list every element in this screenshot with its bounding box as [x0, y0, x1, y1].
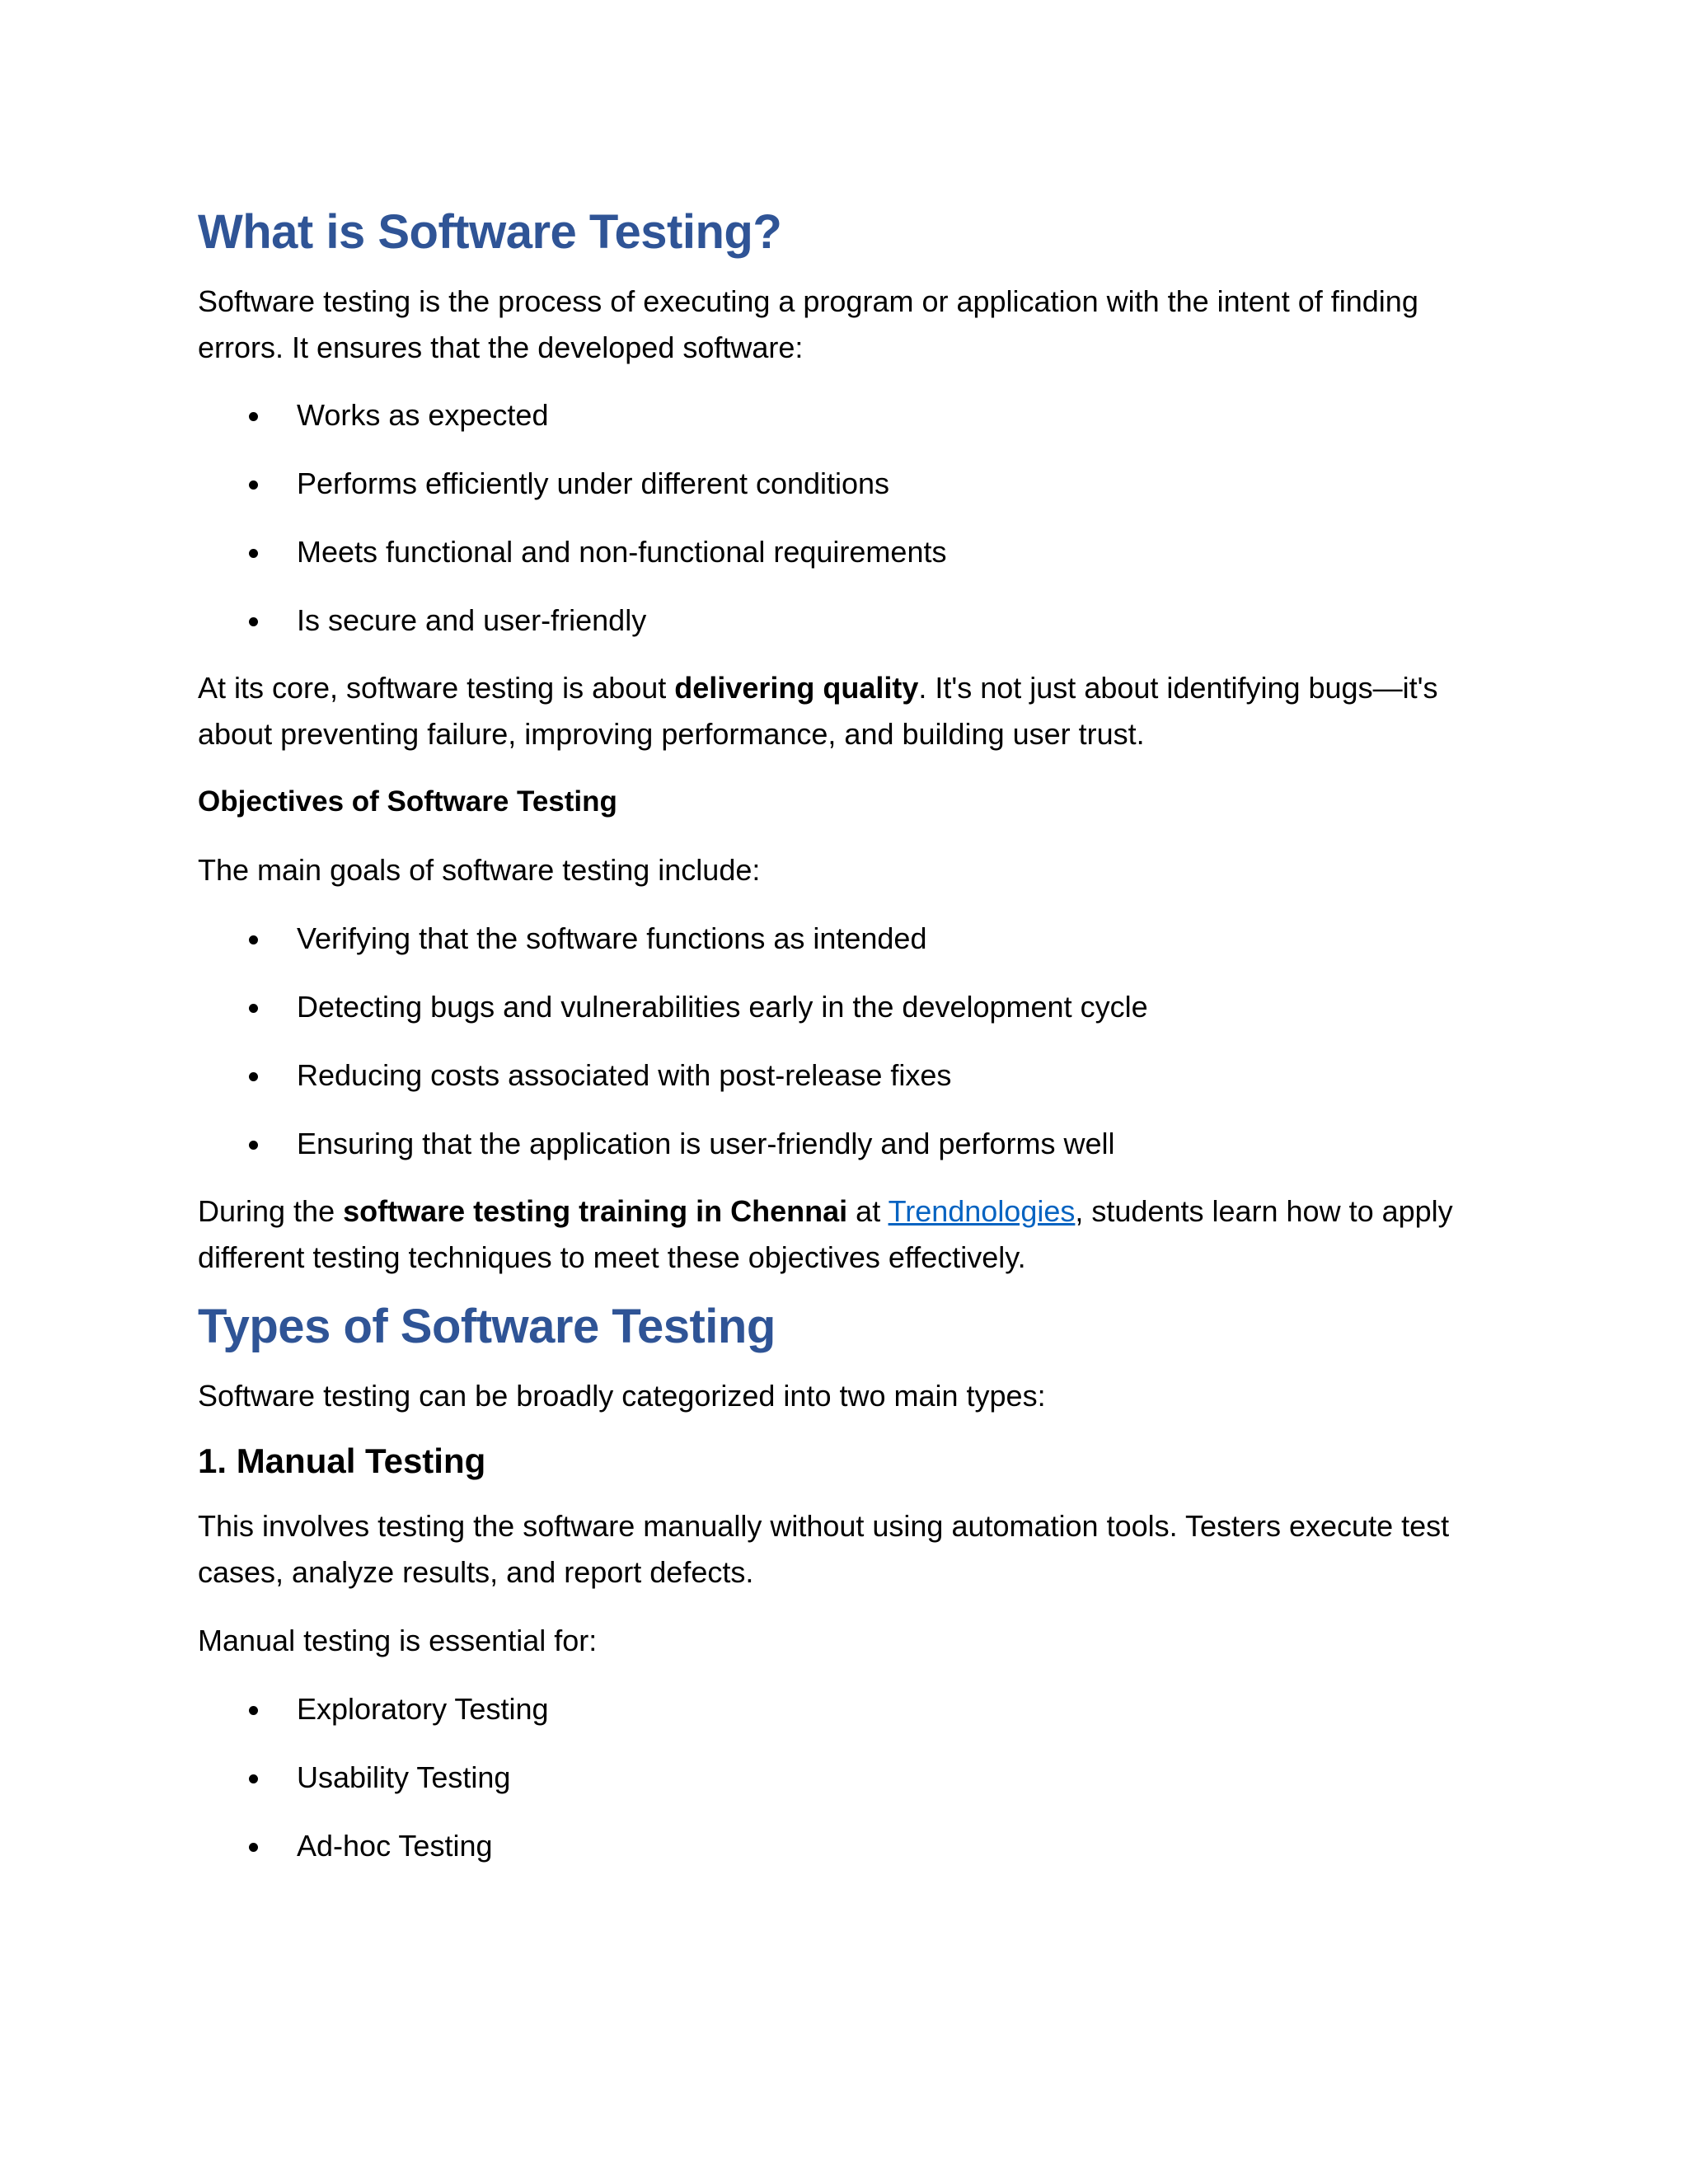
bullet-icon [249, 1004, 258, 1013]
manual-testing-list [198, 1686, 1500, 1869]
list-item: Works as expected [198, 392, 1500, 438]
types-intro: Software testing can be broadly categorized into two main types: [198, 1379, 1046, 1413]
software-qualities-list [198, 392, 1500, 644]
trendnologies-link[interactable]: Trendnologies [888, 1194, 1076, 1228]
list-item: Usability Testing [198, 1755, 1500, 1801]
bullet-icon [249, 1072, 258, 1081]
bullet-icon [249, 935, 258, 944]
list-item: Ensuring that the application is user-friendly and performs well [198, 1121, 1500, 1167]
document-body [198, 198, 1500, 1869]
bullet-icon [249, 480, 258, 490]
section-title-types-of-testing: Types of Software Testing [198, 1300, 776, 1353]
intro-line-1: Software testing is the process of executing a program or application with the intent of finding [198, 284, 1418, 318]
list-item: Reducing costs associated with post-release fixes [198, 1052, 1500, 1099]
emphasis-training: software testing training in Chennai [343, 1194, 848, 1228]
bullet-icon [249, 1141, 258, 1150]
list-item: Exploratory Testing [198, 1686, 1500, 1732]
list-item: Performs efficiently under different conditions [198, 461, 1500, 507]
bullet-icon [249, 549, 258, 558]
bullet-icon [249, 1774, 258, 1783]
bullet-icon [249, 1843, 258, 1852]
bullet-icon [249, 412, 258, 421]
list-item: Verifying that the software functions as intended [198, 916, 1500, 962]
list-item: Meets functional and non-functional requirements [198, 529, 1500, 575]
intro-line-2: errors. It ensures that the developed software: [198, 330, 804, 364]
bullet-icon [249, 1706, 258, 1715]
list-item: Is secure and user-friendly [198, 598, 1500, 644]
objectives-intro: The main goals of software testing include: [198, 853, 761, 887]
intro-paragraph [198, 279, 1500, 371]
objectives-heading: Objectives of Software Testing [198, 785, 617, 818]
bullet-icon [249, 617, 258, 626]
emphasis-delivering-quality: delivering quality [674, 671, 919, 705]
manual-testing-essential: Manual testing is essential for: [198, 1624, 598, 1657]
section-title-what-is-testing: What is Software Testing? [198, 205, 782, 259]
manual-testing-description: This involves testing the software manually without using automation tools. Testers execute test cases, analyze results, and report defects. [198, 1509, 1450, 1589]
objectives-list [198, 916, 1500, 1167]
training-paragraph: During the software testing training in Chennai at Trendnologies, students learn how to apply different testing techniques to meet these objectives effectively. [198, 1194, 1453, 1274]
manual-testing-heading: 1. Manual Testing [198, 1441, 486, 1480]
list-item: Detecting bugs and vulnerabilities early in the development cycle [198, 984, 1500, 1030]
core-paragraph: At its core, software testing is about delivering quality. It's not just about identifying bugs—it's about preventing failure, improving performance, and building user trust. [198, 671, 1438, 751]
list-item: Ad-hoc Testing [198, 1823, 1500, 1869]
